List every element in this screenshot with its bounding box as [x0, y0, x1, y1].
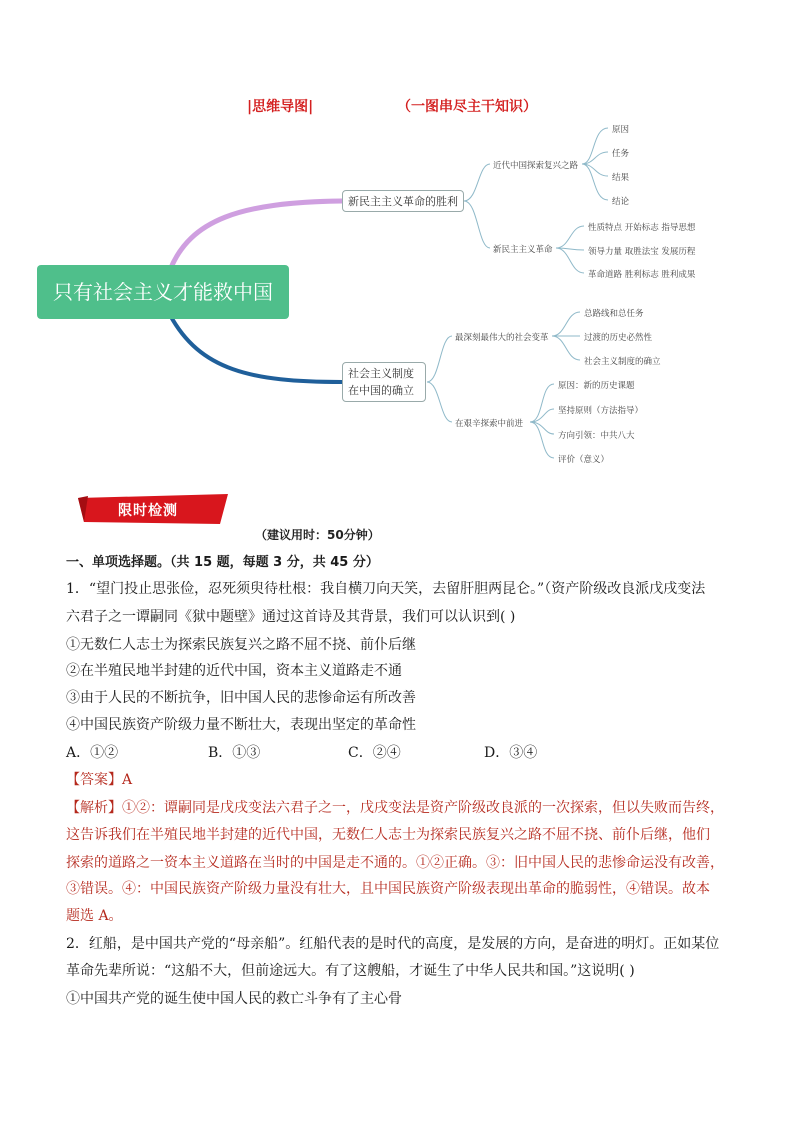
- branch2-label-line2: 在中国的确立: [348, 384, 414, 397]
- branch1-node: 新民主主义革命的胜利: [342, 190, 464, 212]
- branch2-sub2-item: 坚持原则（方法指导）: [558, 406, 644, 416]
- mind-map: [0, 110, 794, 480]
- mindmap-subheading: （一图串尽主干知识）: [397, 99, 537, 115]
- q1-explanation-line1: 【解析】①②：谭嗣同是戊戌变法六君子之一，戊戌变法是资产阶级改良派的一次探索，但以失败而告终，: [66, 800, 724, 816]
- q1-statement-1: ①无数仁人志士为探索民族复兴之路不屈不挠、前仆后继: [66, 637, 416, 653]
- q1-statement-4: ④中国民族资产阶级力量不断壮大，表现出坚定的革命性: [66, 717, 416, 733]
- time-note: （建议用时：50分钟）: [255, 528, 380, 542]
- branch1-sub2-item: 性质特点 开始标志 指导思想: [588, 223, 696, 233]
- q1-statement-3: ③由于人民的不断抗争，旧中国人民的悲惨命运有所改善: [66, 690, 416, 706]
- branch2-sub2-item: 方向引领：中共八大: [558, 431, 635, 441]
- mindmap-heading: |思维导图|: [247, 99, 314, 115]
- branch2-sub1-item: 过渡的历史必然性: [584, 333, 653, 343]
- branch1-curve: [170, 201, 342, 270]
- q1-choice-c: C．②④: [348, 745, 401, 761]
- branch1-sub1-item: 结论: [612, 197, 630, 207]
- branch1-sub1-item: 任务: [612, 149, 630, 159]
- q1-explanation-line4: ③错误。④：中国民族资产阶级力量没有壮大，且中国民族资产阶级表现出革命的脆弱性，④错误。故本: [66, 881, 710, 897]
- branch2-sub1: 最深刻最伟大的社会变革: [455, 333, 549, 343]
- q1-answer: 【答案】A: [66, 772, 133, 788]
- q2-stem-line1: 2．红船，是中国共产党的“母亲船”。红船代表的是时代的高度，是发展的方向，是奋进的明灯。正如某位: [66, 936, 720, 952]
- part-heading: 一、单项选择题。（共 15 题，每题 3 分，共 45 分）: [66, 555, 379, 570]
- q1-choice-d: D．③④: [484, 745, 538, 761]
- q1-explanation-line2: 这告诉我们在半殖民地半封建的近代中国，无数仁人志士为探索民族复兴之路不屈不挠、前仆后继，他们: [66, 827, 710, 843]
- q2-stem-line2: 革命先辈所说：“这船不大，但前途远大。有了这艘船，才诞生了中华人民共和国。”这说明( ): [66, 963, 635, 979]
- branch1-sub1: 近代中国探索复兴之路: [493, 161, 579, 171]
- q1-explanation-line3: 探索的道路之一资本主义道路在当时的中国是走不通的。①②正确。③：旧中国人民的悲惨命运没有改善，: [66, 855, 724, 871]
- branch1-sub2-item: 革命道路 胜利标志 胜利成果: [588, 270, 696, 280]
- q2-statement-1: ①中国共产党的诞生使中国人民的救亡斗争有了主心骨: [66, 991, 402, 1007]
- branch1-sub2-item: 领导力量 取胜法宝 发展历程: [588, 247, 696, 257]
- q1-stem-line1: 1．“望门投止思张俭，忍死须臾待杜根：我自横刀向天笑，去留肝胆两昆仑。”（资产阶级改良派戊戌变法: [66, 581, 706, 597]
- q1-choice-b: B．①③: [208, 745, 261, 761]
- q1-explanation-line5: 题选 A。: [66, 908, 123, 924]
- q1-statement-2: ②在半殖民地半封建的近代中国，资本主义道路走不通: [66, 663, 402, 679]
- branch2-sub2-item: 原因：新的历史课题: [558, 381, 635, 391]
- branch1-sub2: 新民主主义革命: [493, 245, 553, 255]
- root-node: 只有社会主义才能救中国: [37, 265, 289, 319]
- q1-choice-a: A．①②: [66, 745, 119, 761]
- branch2-curve: [170, 315, 342, 382]
- branch1-sub1-item: 结果: [612, 173, 630, 183]
- branch1-sub1-item: 原因: [612, 125, 630, 135]
- branch2-label-line1: 社会主义制度: [348, 367, 414, 380]
- branch2-node: [342, 362, 426, 402]
- branch2-sub1-item: 总路线和总任务: [584, 309, 644, 319]
- branch2-sub2: 在艰辛探索中前进: [455, 419, 524, 429]
- branch2-sub2-item: 评价（意义）: [558, 455, 610, 465]
- section-banner-label: 限时检测: [118, 503, 178, 519]
- branch2-sub1-item: 社会主义制度的确立: [584, 357, 661, 367]
- q1-stem-line2: 六君子之一谭嗣同《狱中题壁》通过这首诗及其背景，我们可以认识到( ): [66, 609, 516, 625]
